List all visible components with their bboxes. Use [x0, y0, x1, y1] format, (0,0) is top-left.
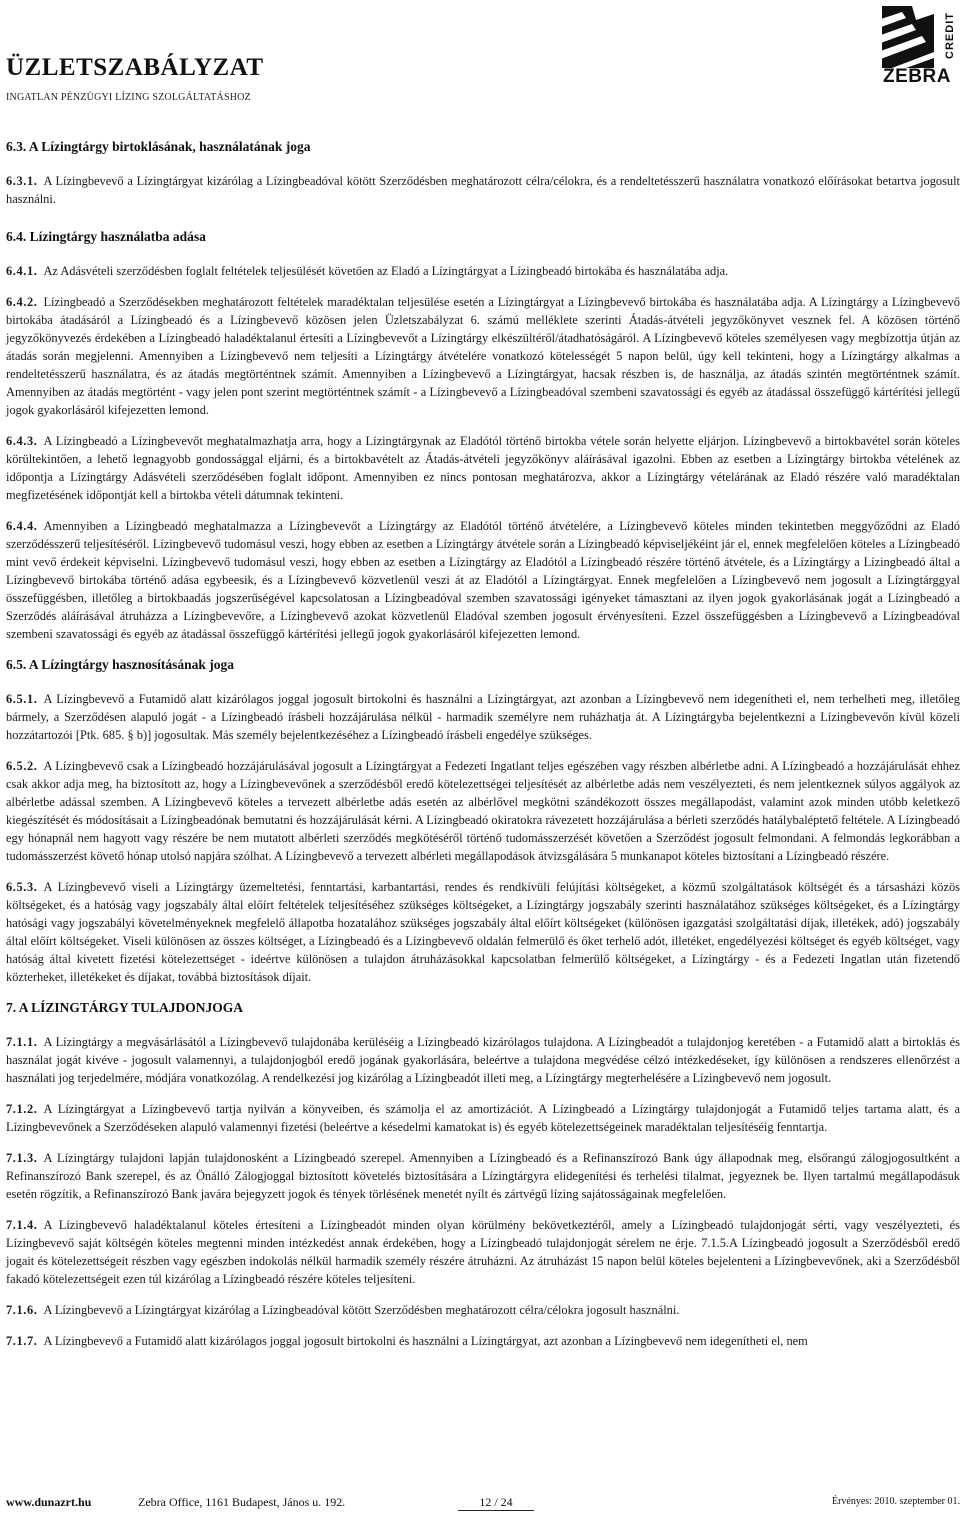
clause-number: 6.4.4.: [6, 519, 38, 533]
page-footer: [6, 1495, 960, 1513]
clause-text: Az Adásvételi szerződésben foglalt feltételek teljesülését követően az Eladó a Lízingtárgyat a Lízingbeadó birtokába és használatába adja.: [43, 264, 729, 278]
paragraph-7-1-4: [6, 1216, 960, 1288]
paragraph-6-4-2: [6, 293, 960, 419]
paragraph-6-4-4: [6, 517, 960, 643]
clause-text: A Lízingbevevő viseli a Lízingtárgy üzemeltetési, fenntartási, karbantartási, rendes és rendkívüli felújítási költségeket, a közmű szolgáltatások költségét és a társasházi közös költségeket, és a hatóság vagy jogszabály által előírt feltételek teljesítéséhez szükséges költségeket, a Lízingtárgy jogszabály szerinti használatához szükséges költségeket, és a Lízingtárgy hatósági vagy jogszabályi követelményeknek megfelelő állapotba hozatalához szükséges jogszabály által előírt költségeket (különösen igazgatási szolgáltatási díjak, illetékek, adó) jogszabály által előírt költségeket. Viseli különösen az összes költséget, a Lízingbeadó és a Lízingbevevő oldalán felmerülő és őket terhelő adót, illetéket, engedélyezési költséget és egyéb költséget, vagy hatóság által kivetett fizetési kötelezettséget - ideértve különösen a tulajdon átruházásokkal kapcsolatban felmerülő költségeket, a Lízingtárgy - és a Fedezeti Ingatlan után fizetendő közterheket, illetékeket és díjakat, továbbá biztosítások díjait.: [6, 880, 960, 984]
clause-text: A Lízingbevevő a Lízingtárgyat kizárólag a Lízingbeadóval kötött Szerződésben meghatározott célra/célokra jogosult használni.: [43, 1303, 680, 1317]
clause-number: 7.1.3.: [6, 1151, 38, 1165]
page-number: 12 / 24: [458, 1495, 534, 1511]
clause-number: 7.1.4.: [6, 1218, 38, 1232]
clause-text: A Lízingtárgy tulajdoni lapján tulajdonosként a Lízingbeadó szerepel. Amennyiben a Lízingbeadó és a Refinanszírozó Bank úgy állapodnak meg, elsőrangú zálogjogosultként a Refinanszírozó Bank szerepel, és az Önálló Zálogjoggal biztosított követelés biztosítására a Lízingtárgyra elidegenítési és terhelési tilalmat, jegyeznek be. Ilyen tartalmú megállapodásuk esetén rögzítik, a Refinanszírozó Bank javára bejegyzett jogok és tények törlésének menetét nyílt és zártvégű lízing sajátosságainak megfelelően.: [6, 1151, 960, 1201]
clause-text: A Lízingbevevő a Futamidő alatt kizárólagos joggal jogosult birtokolni és használni a Lízingtárgyat, azt azonban a Lízingbevevő nem idegenítheti el, nem: [43, 1334, 808, 1348]
clause-text: A Lízingbeadó a Lízingbevevőt meghatalmazhatja arra, hogy a Lízingtárgynak az Eladótól történő birtokba vétele során helyette eljárjon. Lízingbevevő a birtokbavétel során köteles körültekintően, a lehető legnagyobb gondossággal eljárni, és a birtokbavételt az Átadás-átvételi jegyzőkönyv aláírásával igazolni. Ebben az esetben a Lízingtárgy birtokba vételének az időpontja a Lízingtárgy Adásvételi szerződésében foglalt időpont. Amennyiben ez nincs pontosan meghatározva, akkor a Lízingtárgy vételárának az Eladó részére való maradéktalan megfizetésének időpontját kell a birtokba vételi dátumnak tekinteni.: [6, 434, 960, 502]
clause-text: A Lízingbevevő a Futamidő alatt kizárólagos joggal jogosult birtokolni és használni a Lízingtárgyat, azt azonban a Lízingbevevő nem idegenítheti el, nem terhelheti meg, illetőleg bármely, a Szerződésen alapuló jogát - a Lízingbeadó írásbeli hozzájárulása nélkül - harmadik személyre nem ruházhatja át. A Lízingtárgyba bejelentkezni a Lízingbevevőn kívül közeli hozzátartozói [Ptk. 685. § b)] jogosultak. Más személy bejelentkezéséhez a Lízingbeadó írásbeli engedélye szükséges.: [6, 692, 960, 742]
office-address: Zebra Office, 1161 Budapest, János u. 192.: [138, 1495, 346, 1509]
paragraph-7-1-1: [6, 1033, 960, 1087]
clause-text: A Lízingtárgyat a Lízingbevevő tartja nyilván a könyveiben, és számolja el az amortizációt. A Lízingbeadó a Lízingtárgy tulajdonjogát a Futamidő teljes tartama alatt, és a Lízingbevevőnek a Szerződéseken alapuló valamennyi fizetési (beleértve a késedelmi kamatokat is) és egyéb kötelezettségeinek maradéktalan teljesítéséig fenntartja.: [6, 1102, 960, 1134]
website-link[interactable]: www.dunazrt.hu: [6, 1495, 92, 1509]
logo-wordmark: ZEBRA: [883, 66, 951, 87]
clause-number: 7.1.6.: [6, 1303, 38, 1317]
clause-number: 7.1.7.: [6, 1334, 38, 1348]
paragraph-6-5-2: [6, 757, 960, 865]
logo-credit-text: CREDIT: [944, 12, 956, 59]
document-header: [6, 50, 264, 103]
validity-date: Érvényes: 2010. szeptember 01.: [831, 1496, 960, 1507]
paragraph-6-4-1: [6, 262, 960, 280]
clause-text: A Lízingbevevő a Lízingtárgyat kizárólag a Lízingbeadóval kötött Szerződésben meghatározott célra/célokra, és a rendeltetésszerű használatra vonatkozó előírásokat betartva jogosult használni.: [6, 174, 960, 206]
clause-text: A Lízingtárgy a megvásárlásától a Lízingbevevő tulajdonába kerüléséig a Lízingbeadó kizárólagos tulajdona. A Lízingbeadót a tulajdonjog keretében - a Futamidő alatt a birtoklás és használat jogát kivéve - jogosult valamennyi, a tulajdonjogból eredő jogának gyakorlására, beleértve a tulajdona megvédése célzó intézkedéseket, így különösen a rendszeres ellenőrzést a használati jog terjedelmére, módjára vonatkozólag. A rendelkezési jog kizárólag a Lízingbeadót illeti meg, a Lízingtárgy megterhelésére a Lízingbevevő nem jogosult.: [6, 1035, 960, 1085]
heading-6-4: 6.4. Lízingtárgy használatba adása: [6, 229, 206, 244]
clause-text: A Lízingbevevő csak a Lízingbeadó hozzájárulásával jogosult a Lízingtárgyat a Fedezeti Ingatlant teljes egészében vagy részben albérletbe adni. A Lízingbeadó a hozzájárulását ehhez csak akkor adja meg, ha biztosított az, hogy a Lízingbevevőnek a szerződésből eredő kötelezettségei teljesítését az albérletbe adás nem veszélyezteti, és nem jelentkeznek súlyos aggályok az albérletbe adással szemben. A Lízingbevevő köteles a tervezett albérletbe adás esetén az albérlővel megkötni szándékozott összes megállapodást, valamint azok minden utóbb keletkező kiegészítését és módosításait a Lízingbeadónak bemutatni és hozzájárulását kérni. A Lízingbeadó okiratokra rávezetett hozzájárulása a bérleti szerződés hatálybaléptető feltétele. A Lízingbeadó egy hónapnál nem hagyott vagy részére be nem mutatott albérleti szerződés megkötéséről történő tudomásszerzését követően a Szerződést jogosult felmondani. A felmondás legkorábban a tudomásszerzést követő hónap utolsó napjára szólhat. A Lízingbevevő a tervezett albérleti megállapodások átvizsgálására 5 munkanapot köteles biztosítani a Lízingbeadó részére.: [6, 759, 960, 863]
clause-number: 7.1.2.: [6, 1102, 38, 1116]
paragraph-6-4-3: [6, 432, 960, 504]
zebra-stripes-icon: [882, 6, 934, 68]
heading-6-3: 6.3. A Lízingtárgy birtoklásának, használatának joga: [6, 139, 311, 154]
document-title: ÜZLETSZABÁLYZAT: [6, 54, 264, 81]
clause-number: 6.5.2.: [6, 759, 38, 773]
clause-number: 7.1.1.: [6, 1035, 38, 1049]
paragraph-6-5-1: [6, 690, 960, 744]
clause-number: 6.5.3.: [6, 880, 38, 894]
document-body: [6, 138, 960, 1363]
clause-text: Lízingbeadó a Szerződésekben meghatározott feltételek maradéktalan teljesülése esetén a Lízingtárgyat a Lízingbevevő birtokába és használatába adja. A Lízingtárgy a Lízingbevevő birtokába átadásáról a Lízingbeadó és a Lízingbevevő közösen jelen Üzletszabályzat 6. számú melléklete szerinti Átadás-átvételi jegyzőkönyvet vesznek fel. A közösen történő jegyzőkönyvezés érdekében a Lízingbeadó haladéktalanul értesíti a Lízingbevevőt a Lízingtárgy elkészültéről/átadhatóságáról. A Lízingbevevő köteles személyesen vagy megbízottja útján az átadás során megjelenni. Amennyiben a Lízingbevevő nem teljesíti a Lízingtárgy átvételére vonatkozó kötelességét 5 napon belül, úgy kell tekinteni, hogy a Lízingtárgy alkalmas a rendeltetésszerű használatra, és az átadás megtörténtnek számít. Amennyiben a Lízingbevevő a Lízingtárgyat, hacsak részben is, de használja, az átadás szintén megtörténtnek számít. Amennyiben az átadás megtörtént - vagy jelen pont szerint megtörténtnek számít - a Lízingbevevő a Lízingbeadóval szembeni szavatossági és egyéb az átadással összefüggő kártérítési jellegű jogok gyakorlásáról kifejezetten lemond.: [6, 295, 960, 417]
clause-number: 6.4.2.: [6, 295, 38, 309]
clause-number: 6.4.3.: [6, 434, 38, 448]
paragraph-6-3-1: [6, 172, 960, 208]
paragraph-7-1-7: [6, 1332, 960, 1350]
clause-number: 6.5.1.: [6, 692, 38, 706]
clause-number: 6.3.1.: [6, 174, 38, 188]
document-subtitle: INGATLAN PÉNZÜGYI LÍZING SZOLGÁLTATÁSHOZ: [6, 92, 251, 103]
zebra-credit-logo: [878, 6, 956, 86]
heading-7: 7. A LÍZINGTÁRGY TULAJDONJOGA: [6, 1000, 244, 1015]
paragraph-7-1-3: [6, 1149, 960, 1203]
heading-6-5: 6.5. A Lízingtárgy hasznosításának joga: [6, 657, 235, 672]
paragraph-7-1-2: [6, 1100, 960, 1136]
clause-text: Amennyiben a Lízingbeadó meghatalmazza a Lízingbevevőt a Lízingtárgy az Eladótól történő átvételére, a Lízingbevevő köteles minden tekintetben meggyőződni az Eladó szerződésszerű teljesítéséről. Lízingbevevő tudomásul veszi, hogy ebben az esetben a Lízingtárgy átvétele során a Lízingbeadó képviseljékéint jár el, ennek megfelelően köteles a Lízingbeadó mint vevő érdekeit képviselni. Lízingbevevő tudomásul veszi, hogy ebben az esetben a Lízingtárgy az Eladótól a Lízingbeadó részére történő átvétele, és a Lízingtárgy a Lízingbeadó által a Lízingbevevő birtokába történő adása egybeesik, és a Lízingbevevő közvetlenül veszi át az Eladótól a Lízingtárgyat. Ennek megfelelően a Lízingbevevő nem jogosult a Lízingtárggyal összefüggésben, illetőleg a birtokbaadás jogszerűségével kapcsolatosan a Lízingbeadóval szemben szavatossági igényeket támasztani az ilyen jogok gyakorlásának jogát a Lízingbeadó a Szerződés aláírásával átruházza a Lízingbevevőre, a Lízingbevevő azokat közvetlenül Eladóval szemben jogosult érvényesíteni. Ezzel összefüggésben a Lízingbevevő a Lízingbeadóval szembeni szavatossági és egyéb az átadással összefüggő kártérítési jellegű jogok gyakorlásáról kifejezetten lemond.: [6, 519, 960, 641]
paragraph-6-5-3: [6, 878, 960, 986]
clause-text: A Lízingbevevő haladéktalanul köteles értesíteni a Lízingbeadót minden olyan körülmény bekövetkeztéről, amely a Lízingbeadó tulajdonjogát sérti, vagy veszélyezteti, és Lízingbevevő saját költségén köteles megtenni minden intézkedést annak érdekében, hogy a Lízingbeadó tulajdonjogát sérelem ne érje. 7.1.5.A Lízingbeadó jogosult a Szerződésből eredő jogait és kötelezettségeit részben vagy egészben indokolás nélkül harmadik személy részére átruházni. Az átruházást 15 napon belül köteles bejelenteni a Lízingbevevőnek, aki a Szerződésből fakadó kötelezettségeit ezen túl kizárólag a Lízingbeadó részére köteles teljesíteni.: [6, 1218, 960, 1286]
clause-number: 6.4.1.: [6, 264, 38, 278]
paragraph-7-1-6: [6, 1301, 960, 1319]
